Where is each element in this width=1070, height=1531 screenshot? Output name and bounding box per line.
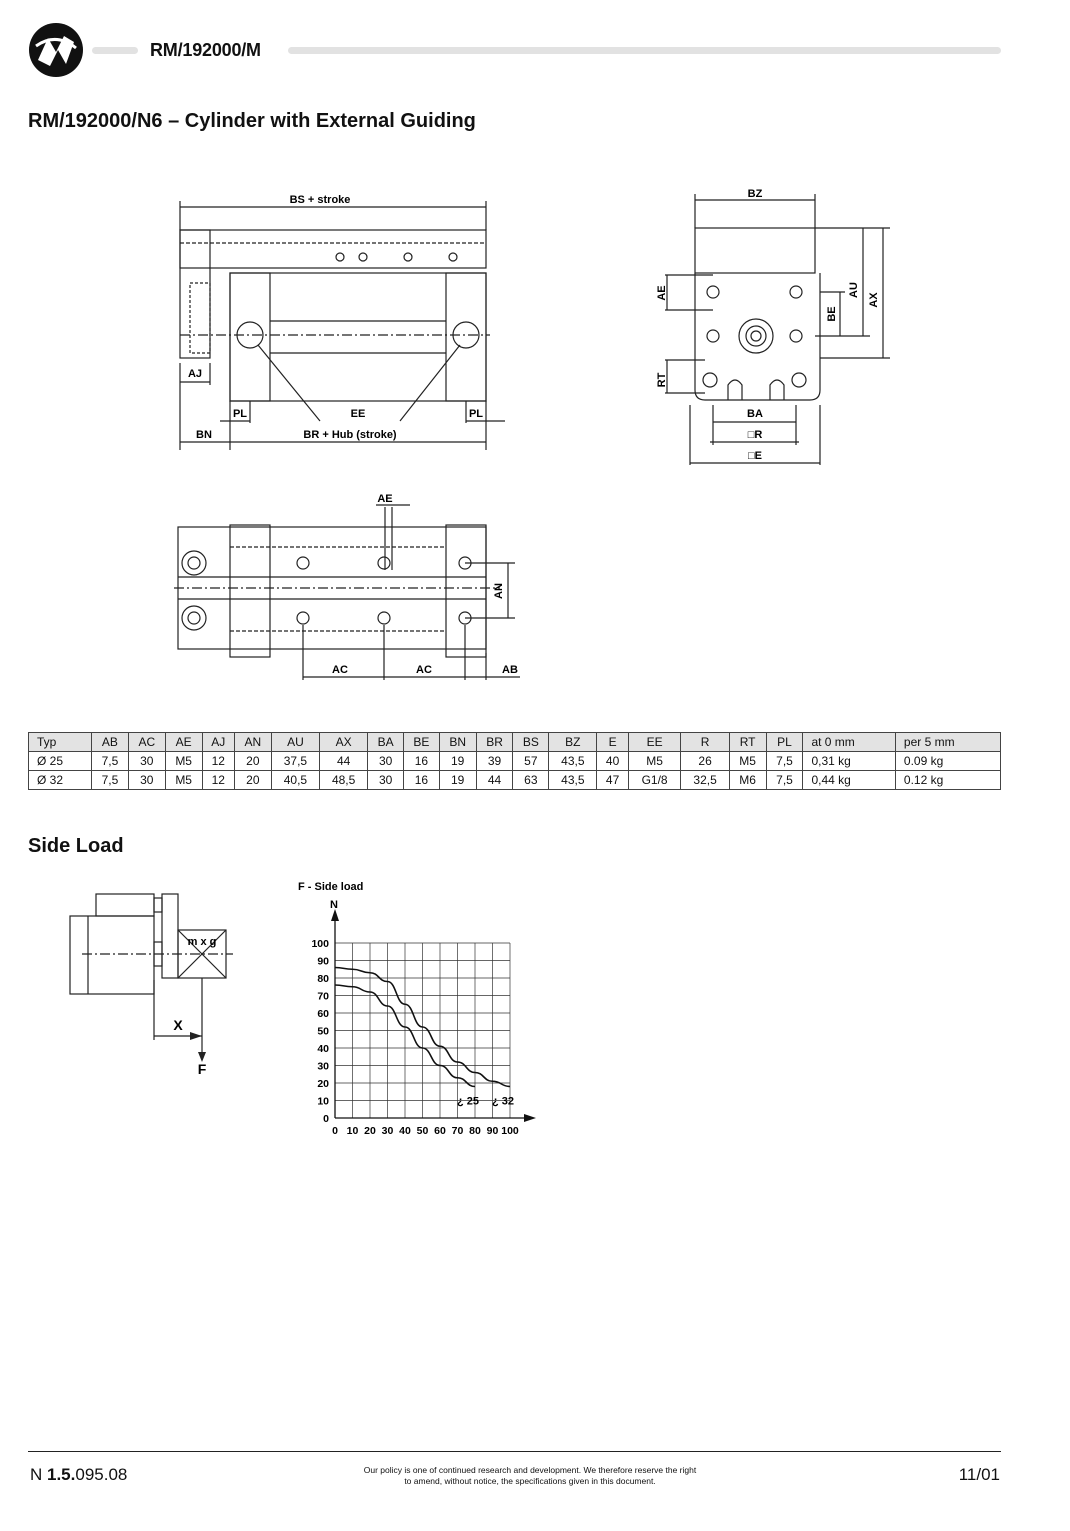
table-header-cell: RT bbox=[729, 733, 766, 752]
table-cell: M6 bbox=[729, 771, 766, 790]
table-cell: 20 bbox=[234, 752, 271, 771]
diagram-mxg-label: m x g bbox=[187, 936, 217, 948]
footer-date: 11/01 bbox=[958, 1465, 1000, 1484]
table-cell: 26 bbox=[681, 752, 729, 771]
dim-ae-label: AE bbox=[656, 285, 668, 301]
dim-br-label: BR + Hub (stroke) bbox=[303, 429, 397, 441]
dim-bn-label: BN bbox=[196, 429, 212, 441]
table-header-cell: BS bbox=[513, 733, 549, 752]
x-tick-label: 90 bbox=[486, 1125, 499, 1137]
header-bar-right bbox=[288, 47, 1001, 54]
dim-ab-label: AB bbox=[502, 664, 518, 676]
table-header-cell: at 0 mm bbox=[803, 733, 895, 752]
table-cell: G1/8 bbox=[628, 771, 681, 790]
dim-r-label: □R bbox=[747, 429, 763, 441]
y-tick-label: 20 bbox=[317, 1078, 329, 1090]
x-tick-label: 20 bbox=[364, 1125, 376, 1137]
table-header-cell: AC bbox=[128, 733, 165, 752]
dim-rt-label: RT bbox=[656, 372, 668, 388]
table-header-cell: BR bbox=[476, 733, 513, 752]
company-logo bbox=[28, 22, 84, 78]
table-cell: 30 bbox=[128, 771, 165, 790]
side-load-title: Side Load bbox=[28, 835, 124, 857]
table-cell: 7,5 bbox=[91, 771, 128, 790]
x-tick-label: 30 bbox=[381, 1125, 394, 1137]
table-header-cell: E bbox=[597, 733, 628, 752]
y-tick-label: 70 bbox=[317, 990, 329, 1003]
table-header-cell: AU bbox=[271, 733, 319, 752]
table-header-cell: PL bbox=[766, 733, 803, 752]
diagram-f-label: F bbox=[197, 1061, 207, 1077]
series-label-0: ¿ 25 bbox=[457, 1095, 480, 1108]
x-tick-label: 50 bbox=[416, 1125, 429, 1137]
end-view-drawing bbox=[645, 180, 895, 470]
chart-grid bbox=[331, 909, 536, 1122]
y-tick-label: 90 bbox=[317, 955, 329, 968]
table-cell: 0,31 kg bbox=[803, 752, 895, 771]
x-axis-arrow bbox=[524, 1114, 536, 1122]
table-cell: 30 bbox=[128, 752, 165, 771]
dim-pl-right-label: PL bbox=[468, 408, 484, 420]
table-header-cell: AJ bbox=[202, 733, 234, 752]
table-cell: 19 bbox=[439, 752, 476, 771]
side-load-chart bbox=[290, 875, 550, 1145]
table-header-cell: EE bbox=[628, 733, 681, 752]
dim-au-label: AU bbox=[848, 282, 860, 298]
y-tick-label: 0 bbox=[323, 1113, 329, 1125]
dim-ac2-label: AC bbox=[416, 664, 432, 676]
x-tick-label: 80 bbox=[469, 1125, 481, 1137]
dim-top-ae-label: AE bbox=[377, 493, 393, 505]
table-header-cell: AB bbox=[91, 733, 128, 752]
table-cell: 57 bbox=[513, 752, 549, 771]
y-tick-label: 60 bbox=[317, 1008, 329, 1020]
table-header-cell: BA bbox=[368, 733, 404, 752]
dim-bs-label: BS + stroke bbox=[289, 194, 351, 206]
table-cell: 63 bbox=[513, 771, 549, 790]
dim-ba-label: BA bbox=[747, 408, 763, 420]
table-cell: M5 bbox=[165, 771, 202, 790]
diagram-x-label: X bbox=[173, 1017, 183, 1033]
table-header-cell: R bbox=[681, 733, 729, 752]
table-cell: 47 bbox=[597, 771, 628, 790]
table-cell: M5 bbox=[628, 752, 681, 771]
series-label-1: ¿ 32 bbox=[492, 1095, 515, 1108]
table-cell: 0,44 kg bbox=[803, 771, 895, 790]
footer-note: Our policy is one of continued research and development. We therefore reserve the right to amend, without notice, the specifications given in this document. bbox=[363, 1465, 697, 1486]
table-cell: 37,5 bbox=[271, 752, 319, 771]
table-cell: 19 bbox=[439, 771, 476, 790]
x-tick-label: 70 bbox=[451, 1125, 464, 1137]
table-header-cell: BE bbox=[404, 733, 440, 752]
table-body bbox=[29, 752, 1001, 790]
table-row bbox=[29, 771, 1001, 790]
table-header-cell: BN bbox=[439, 733, 476, 752]
table-header-cell: AN bbox=[234, 733, 271, 752]
side-view-drawing bbox=[160, 185, 520, 460]
top-view-drawing bbox=[160, 485, 530, 685]
table-cell: 48,5 bbox=[320, 771, 368, 790]
table-cell: 16 bbox=[404, 771, 440, 790]
table-header-cell: AE bbox=[165, 733, 202, 752]
table-cell: 16 bbox=[404, 752, 440, 771]
x-tick-label: 60 bbox=[434, 1125, 446, 1137]
y-tick-label: 80 bbox=[317, 973, 329, 985]
footer-divider bbox=[28, 1451, 1001, 1452]
table-cell: Ø 25 bbox=[29, 752, 92, 771]
table-cell: 7,5 bbox=[91, 752, 128, 771]
x-tick-label: 40 bbox=[399, 1125, 411, 1137]
table-cell: 30 bbox=[368, 752, 404, 771]
footer-doc-code: N 1.5.095.08 bbox=[30, 1465, 128, 1484]
dim-ac1-label: AC bbox=[332, 664, 348, 676]
table-cell: 43,5 bbox=[549, 752, 597, 771]
table-cell: 39 bbox=[476, 752, 513, 771]
x-tick-label: 100 bbox=[501, 1125, 519, 1137]
table-cell: 44 bbox=[320, 752, 368, 771]
table-cell: 32,5 bbox=[681, 771, 729, 790]
y-tick-label: 40 bbox=[317, 1043, 329, 1055]
table-cell: M5 bbox=[729, 752, 766, 771]
dim-aj-label: AJ bbox=[187, 368, 203, 380]
header-bar-left bbox=[92, 47, 138, 54]
table-header-cell: Typ bbox=[29, 733, 92, 752]
header-code: RM/192000/M bbox=[150, 40, 261, 60]
table-cell: 30 bbox=[368, 771, 404, 790]
table-cell: 40 bbox=[597, 752, 628, 771]
table-header-cell: per 5 mm bbox=[895, 733, 1000, 752]
table-cell: 12 bbox=[202, 771, 234, 790]
dim-be-label: BE bbox=[826, 306, 838, 322]
table-cell: 7,5 bbox=[766, 752, 803, 771]
dim-ee-label: EE bbox=[350, 408, 366, 420]
table-cell: 0.12 kg bbox=[895, 771, 1000, 790]
table-cell: 7,5 bbox=[766, 771, 803, 790]
table-cell: 12 bbox=[202, 752, 234, 771]
table-cell: 0.09 kg bbox=[895, 752, 1000, 771]
x-tick-label: 10 bbox=[346, 1125, 359, 1137]
chart-ylabel: N bbox=[330, 899, 338, 911]
table-header-row bbox=[29, 733, 1001, 752]
table-row bbox=[29, 752, 1001, 771]
dim-e-label: □E bbox=[748, 450, 762, 462]
page-title: RM/192000/N6 – Cylinder with External Guiding bbox=[28, 110, 476, 132]
spec-table bbox=[28, 732, 1001, 790]
dim-pl-left-label: PL bbox=[232, 408, 248, 420]
dim-bz-label: BZ bbox=[747, 188, 763, 200]
chart-series bbox=[335, 968, 514, 1108]
dim-ax-label: AX bbox=[868, 292, 880, 308]
table-cell: 20 bbox=[234, 771, 271, 790]
y-tick-label: 30 bbox=[317, 1060, 329, 1073]
table-header-cell: BZ bbox=[549, 733, 597, 752]
table-cell: 40,5 bbox=[271, 771, 319, 790]
chart-title: F - Side load bbox=[298, 881, 364, 893]
table-cell: Ø 32 bbox=[29, 771, 92, 790]
table-header-cell: AX bbox=[320, 733, 368, 752]
y-tick-label: 10 bbox=[317, 1095, 329, 1108]
x-tick-label: 0 bbox=[332, 1125, 338, 1137]
table-cell: M5 bbox=[165, 752, 202, 771]
dim-an-label: AN bbox=[493, 583, 505, 599]
side-load-diagram bbox=[68, 890, 238, 1080]
table-cell: 43,5 bbox=[549, 771, 597, 790]
y-tick-label: 100 bbox=[311, 938, 329, 950]
y-tick-label: 50 bbox=[317, 1025, 329, 1038]
table-cell: 44 bbox=[476, 771, 513, 790]
